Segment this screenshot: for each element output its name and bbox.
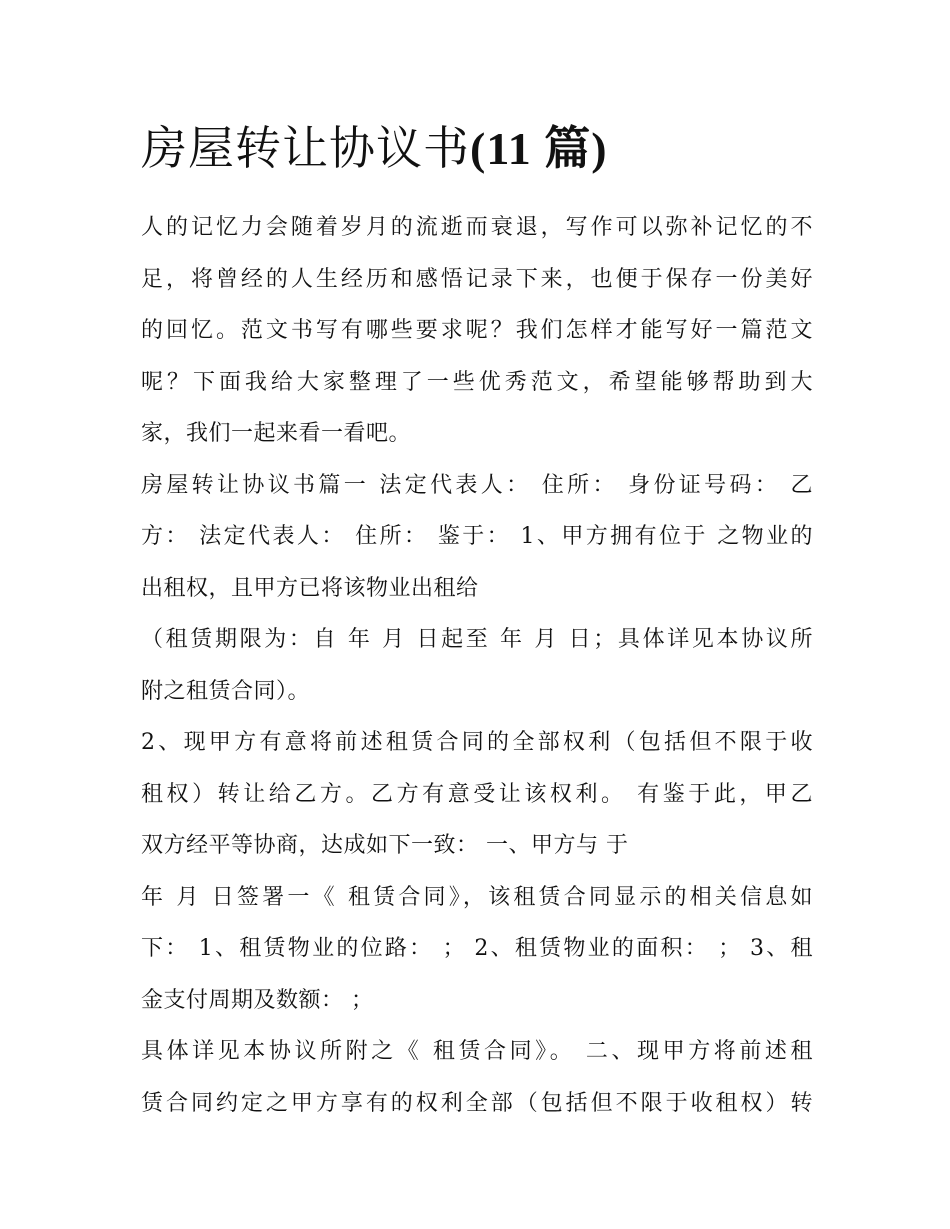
paragraph-line: 房屋转让协议书篇一 法定代表人： 住所： 身份证号码： 乙 (141, 472, 813, 498)
title-main: 房屋转让协议书 (141, 121, 470, 175)
paragraph-line: 金支付周期及数额： ； (141, 987, 374, 1013)
paragraph-line: （租赁期限为：自 年 月 日起至 年 月 日；具体详见本协议所 (141, 627, 813, 652)
paragraph-line: 下： 1、租赁物业的位路： ； 2、租赁物业的面积： ； 3、租 (141, 936, 813, 961)
paragraph-line: 附之租赁合同）。 (141, 678, 311, 704)
title-suffix: (11 篇) (470, 123, 608, 174)
paragraph-line: 的回忆。范文书写有哪些要求呢？我们怎样才能写好一篇范文 (141, 318, 813, 343)
document-page (141, 112, 813, 1129)
paragraph-line: 呢？下面我给大家整理了一些优秀范文，希望能够帮助到大 (141, 369, 813, 395)
paragraph-line: 家，我们一起来看一看吧。 (141, 421, 412, 446)
paragraph-line: 租权）转让给乙方。乙方有意受让该权利。 有鉴于此，甲乙 (141, 781, 813, 807)
paragraph-line: 双方经平等协商，达成如下一致： 一、甲方与 于 (141, 833, 629, 858)
paragraph-line: 2、现甲方有意将前述租赁合同的全部权利（包括但不限于收 (141, 730, 813, 755)
paragraph-line: 方： 法定代表人： 住所： 鉴于： 1、甲方拥有位于 之物业的 (141, 524, 813, 549)
paragraph-line: 具体详见本协议所附之《 租赁合同》。 二、现甲方将前述租 (141, 1039, 813, 1064)
document-title (141, 112, 813, 184)
paragraph-line: 赁合同约定之甲方享有的权利全部（包括但不限于收租权）转 (141, 1090, 813, 1116)
paragraph-line: 出租权，且甲方已将该物业出租给 (141, 575, 479, 601)
paragraph-line: 足，将曾经的人生经历和感悟记录下来，也便于保存一份美好 (141, 266, 813, 292)
paragraph-line: 人的记忆力会随着岁月的流逝而衰退，写作可以弥补记忆的不 (141, 215, 813, 240)
paragraph-line: 年 月 日签署一《 租赁合同》，该租赁合同显示的相关信息如 (141, 884, 813, 910)
